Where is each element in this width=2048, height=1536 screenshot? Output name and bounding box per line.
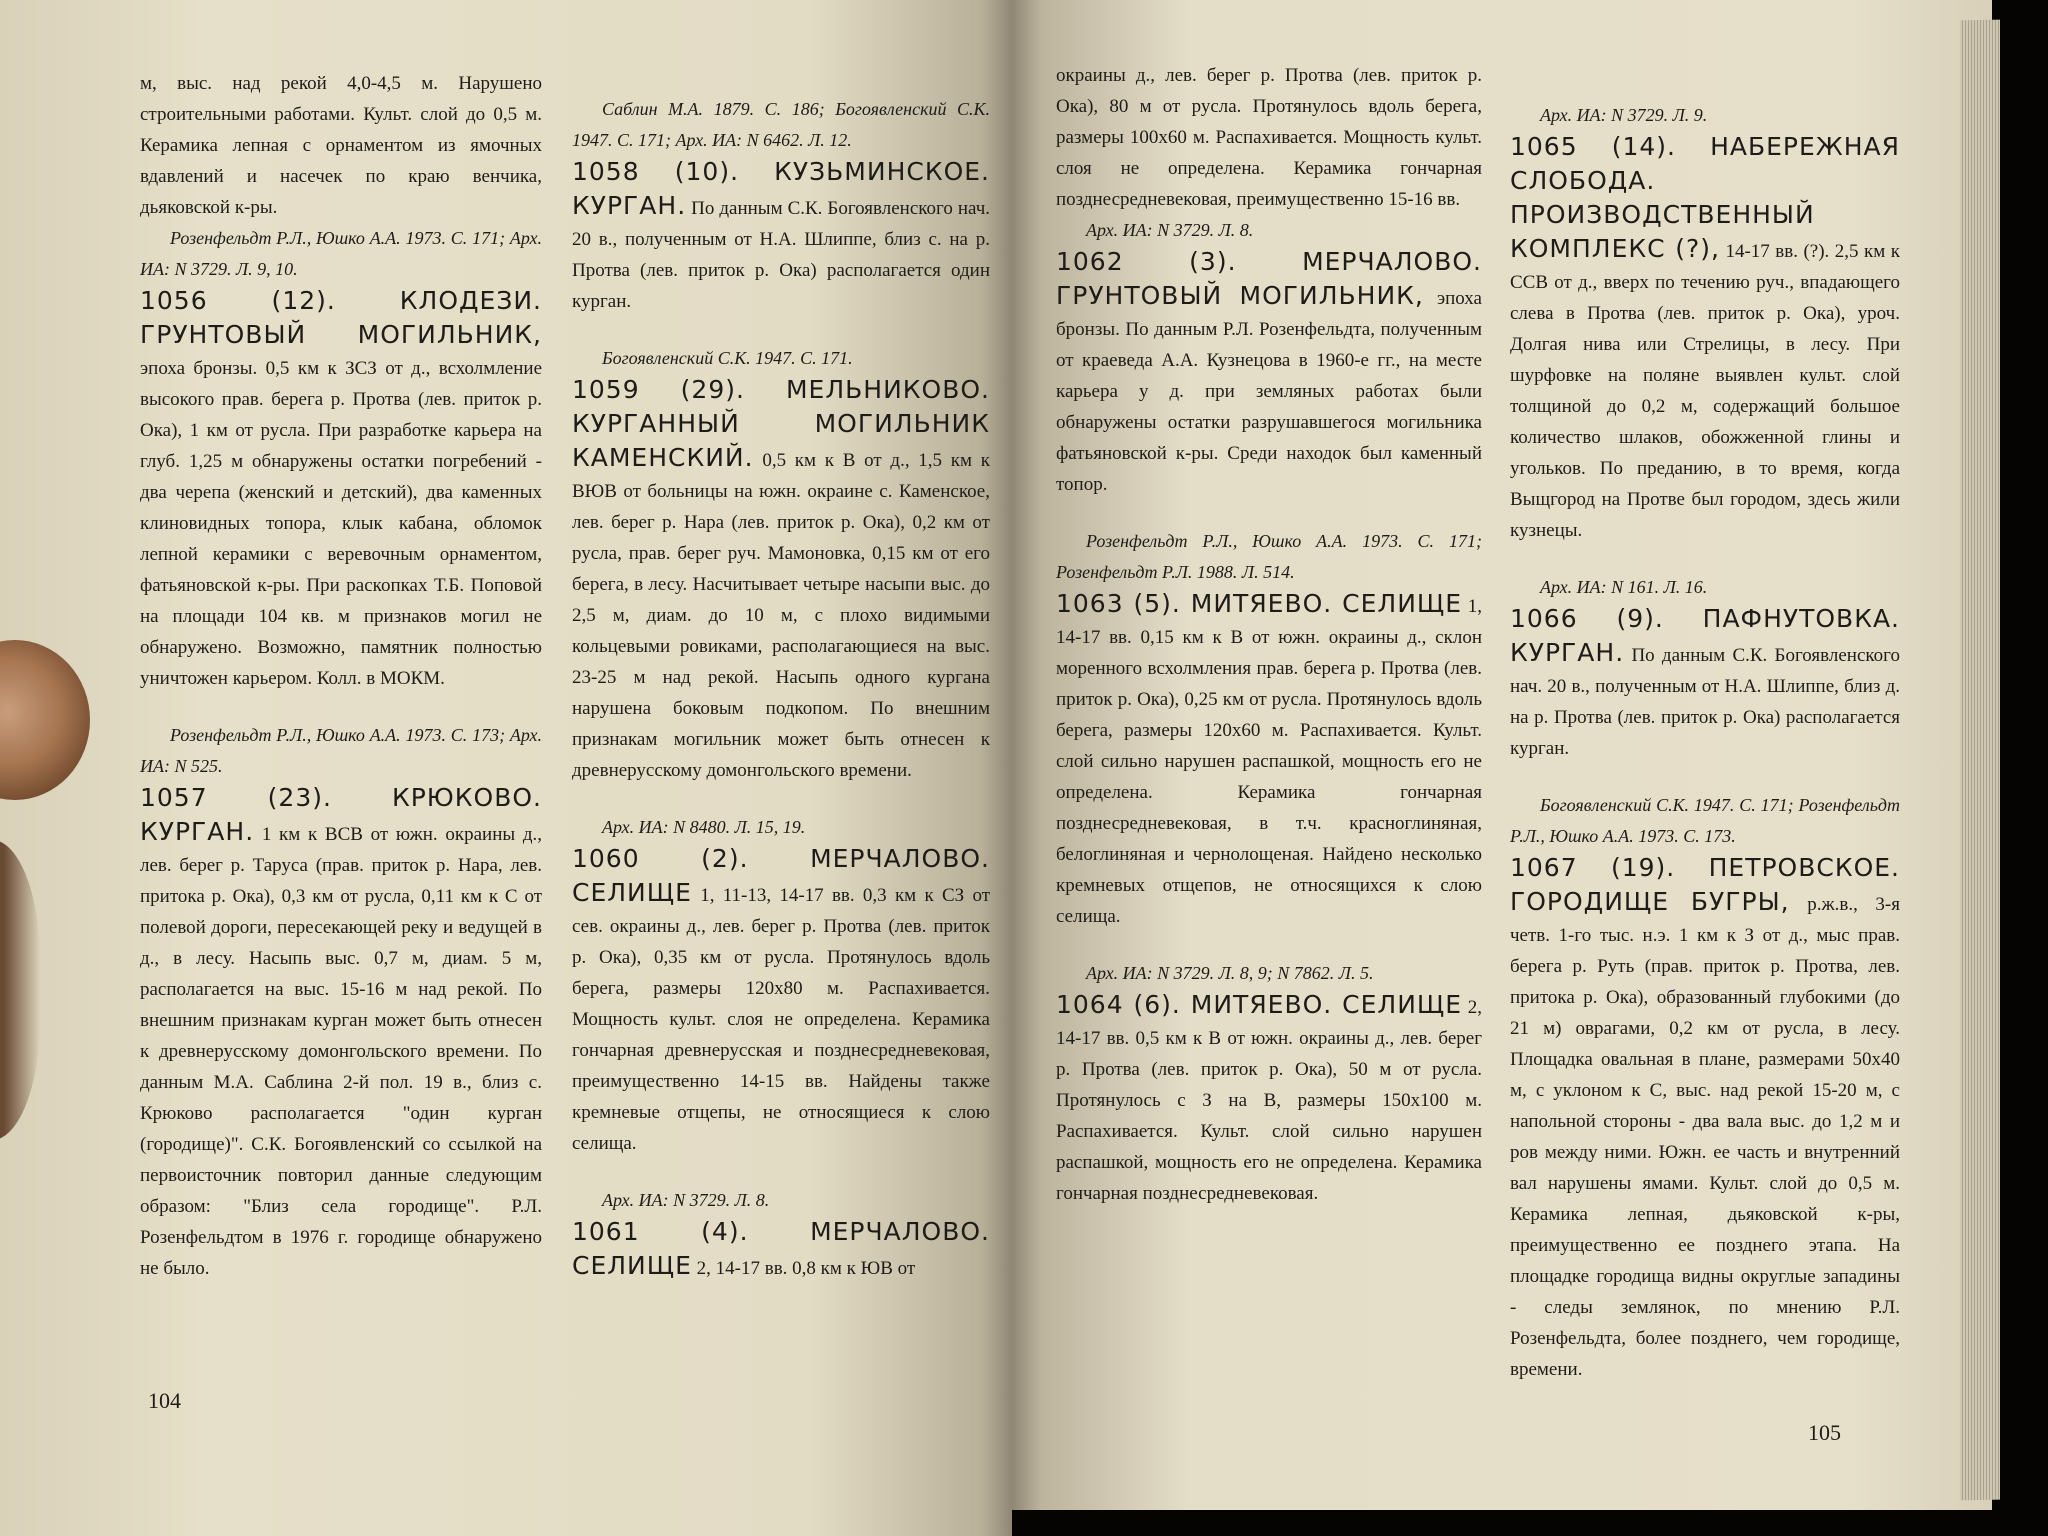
right-column-2 [1510, 100, 1900, 1411]
reference: Саблин М.А. 1879. С. 186; Богоявленский С.К. 1947. С. 171; Арх. ИА: N 6462. Л. 12. [572, 99, 990, 150]
reference: Арх. ИА: N 3729. Л. 9. [1540, 105, 1708, 125]
entry-heading: 1067 (19). ПЕТРОВСКОЕ. ГОРОДИЩЕ БУГРЫ, [1510, 853, 1900, 916]
reference: Арх. ИА: N 8480. Л. 15, 19. [602, 817, 806, 837]
continuation-text: м, выс. над рекой 4,0-4,5 м. Нарушено строительными работами. Культ. слой до 0,5 м. Керамика лепная с орнаментом из ямочных вдавлений и насечек по краю венчика, дьяковской к-ры. [140, 73, 542, 218]
entry-heading: 1063 (5). МИТЯЕВО. СЕЛИЩЕ [1056, 589, 1463, 618]
entry-body: 1 км к ВСВ от южн. окраины д., лев. берег р. Таруса (прав. приток р. Нара, лев. притока р. Ока), 0,3 км от русла, 0,11 км к С от полевой дороги, пересекающей реку и ведущей в д., в лесу. Насыпь выс. 0,7 м, диам. 5 м, располагается на выс. 15-16 м над рекой. По внешним признакам курган может быть отнесен к древнерусскому домонгольского времени. По данным М.А. Саблина 2-й пол. 19 в., близ с. Крюково располагается "один курган (городище)". С.К. Богоявленский со ссылкой на первоисточник повторил данные следующим образом: "Близ села городище". Р.Л. Розенфельдтом в 1976 г. городище обнаружено не было. [140, 824, 542, 1279]
entry-heading: 1065 (14). НАБЕРЕЖНАЯ СЛОБОДА. ПРОИЗВОДСТВЕННЫЙ КОМПЛЕКС (?), [1510, 132, 1900, 263]
entry [1510, 603, 1900, 764]
entry-body: По данным С.К. Богоявленского нач. 20 в., полученным от Н.А. Шлиппе, близ д. на р. Протва (лев. приток р. Ока) располагается курган. [1510, 645, 1900, 759]
entry-heading: 1064 (6). МИТЯЕВО. СЕЛИЩЕ [1056, 990, 1463, 1019]
thumb [0, 640, 90, 800]
reference: Розенфельдт Р.Л., Юшко А.А. 1973. С. 171; Розенфельдт Р.Л. 1988. Л. 514. [1056, 531, 1482, 582]
page-number: 105 [1808, 1420, 1841, 1445]
entry-body: эпоха бронзы. По данным Р.Л. Розенфельдта, полученным от краеведа А.А. Кузнецова в 1960-е гг., на месте карьера у д. при земляных работах были обнаружены остатки разрушавшегося могильника фатьяновской к-ры. Среди находок был каменный топор. [1056, 288, 1482, 495]
entry-body: 2, 14-17 вв. 0,8 км к ЮВ от [696, 1258, 916, 1279]
continuation-text: окраины д., лев. берег р. Протва (лев. приток р. Ока), 80 м от русла. Протянулось вдоль берега, размеры 100х60 м. Распахивается. Мощность культ. слоя не определена. Керамика гончарная позднесредневековая, преимущественно 15-16 вв. [1056, 65, 1482, 210]
entry-heading: 1066 (9). ПАФНУТОВКА. КУРГАН. [1510, 604, 1900, 667]
entry [1056, 989, 1482, 1209]
entry [140, 285, 542, 694]
entry [1056, 588, 1482, 932]
entry [1056, 246, 1482, 500]
reference: Арх. ИА: N 3729. Л. 8. [1086, 220, 1254, 240]
entry-heading: 1061 (4). МЕРЧАЛОВО. СЕЛИЩЕ [572, 1217, 990, 1280]
entry-heading: 1056 (12). КЛОДЕЗИ. ГРУНТОВЫЙ МОГИЛЬНИК, [140, 286, 542, 349]
entry [572, 374, 990, 786]
entry-body: 2, 14-17 вв. 0,5 км к В от южн. окраины д., лев. берег р. Протва (лев. приток р. Ока), 50 м от русла. Протянулось с З на В, размеры 150х100 м. Распахивается. Культ. слой сильно нарушен распашкой, мощность его не определена. Керамика гончарная позднесредневековая. [1056, 997, 1482, 1204]
entry-body: 1, 11-13, 14-17 вв. 0,3 км к СЗ от сев. окраины д., лев. берег р. Протва (лев. приток р. Ока), 0,35 км от русла. Протянулось вдоль берега, размеры 120х80 м. Распахивается. Мощность культ. слоя не определена. Керамика гончарная древнерусская и позднесредневековая, преимущественно 14-15 вв. Найдены также кремневые отщепы, не относящиеся к слою селища. [572, 885, 991, 1154]
page-edges [1960, 20, 2000, 1501]
reference: Розенфельдт Р.Л., Юшко А.А. 1973. С. 171; Арх. ИА: N 3729. Л. 9, 10. [140, 228, 542, 279]
reference: Богоявленский С.К. 1947. С. 171; Розенфельдт Р.Л., Юшко А.А. 1973. С. 173. [1510, 795, 1900, 846]
entry-body: 14-17 вв. (?). 2,5 км к ССВ от д., вверх по течению руч., впадающего слева в Протва (лев. приток р. Ока), уроч. Долгая нива или Стрелицы, в лесу. При шурфовке на поляне выявлен культ. слой толщиной до 0,2 м, содержащий большое количество шлаков, обожженной глины и угольков. По преданию, в то время, когда Выщгород на Протве был городом, здесь жили кузнецы. [1510, 241, 1900, 541]
entry-heading: 1057 (23). КРЮКОВО. КУРГАН. [140, 783, 542, 846]
entry-heading: 1060 (2). МЕРЧАЛОВО. СЕЛИЩЕ [572, 844, 990, 907]
hand [0, 840, 40, 1140]
entry-body: 1, 14-17 вв. 0,15 км к В от южн. окраины д., склон моренного всхолмления прав. берега р. Протва (лев. приток р. Ока), 0,25 км от русла. Протянулось вдоль берега, размеры 120х60 м. Распахивается. Культ. слой сильно нарушен распашкой, мощность его не определена. Керамика гончарная позднесредневековая, в т.ч. красноглиняная, белоглиняная и чернолощеная. Найдено несколько кремневых отщепов, не относящихся к слою селища. [1056, 596, 1482, 927]
entry [572, 1216, 990, 1284]
entry-body: р.ж.в., 3-я четв. 1-го тыс. н.э. 1 км к З от д., мыс прав. берега р. Руть (прав. приток р. Протва, лев. притока р. Ока), образованный глубокими (до 21 м) оврагами, 0,2 км от русла, в лесу. Площадка овальная в плане, размерами 50х40 м, с уклоном к С, выс. над рекой 15-20 м, с напольной стороны - два вала выс. до 1,2 м и ров между ними. Южн. ее часть и внутренний вал нарушены ямами. Культ. слой до 0,5 м. Керамика лепная, дьяковской к-ры, преимущественно ее позднего этапа. На площадке городища видны округлые западины - следы землянок, по мнению Р.Л. Розенфельдта, более позднего, чем городище, времени. [1510, 894, 1901, 1380]
reference: Богоявленский С.К. 1947. С. 171. [602, 348, 853, 368]
left-page [0, 0, 1012, 1536]
entry-body: По данным С.К. Богоявленского нач. 20 в., полученным от Н.А. Шлиппе, близ с. на р. Протва (лев. приток р. Ока) располагается один курган. [572, 198, 990, 312]
left-column-2 [572, 94, 990, 1310]
entry-heading: 1058 (10). КУЗЬМИНСКОЕ. КУРГАН. [572, 157, 990, 220]
entry [140, 782, 542, 1284]
entry [1510, 131, 1900, 546]
right-page [1012, 0, 1992, 1510]
entry [1510, 852, 1900, 1385]
entry-heading: 1062 (3). МЕРЧАЛОВО. ГРУНТОВЫЙ МОГИЛЬНИК, [1056, 247, 1482, 310]
entry [572, 843, 990, 1159]
reference: Розенфельдт Р.Л., Юшко А.А. 1973. С. 173; Арх. ИА: N 525. [140, 725, 542, 776]
entry-body: эпоха бронзы. 0,5 км к ЗСЗ от д., всхолмление высокого прав. берега р. Протва (лев. приток р. Ока), 1 км от русла. При разработке карьера на глуб. 1,25 м обнаружены остатки погребений - два черепа (женский и детский), два каменных клиновидных топора, клык кабана, обломок лепной керамики с веревочным орнаментом, фатьяновской к-ры. При раскопках Т.Б. Поповой на площади 104 кв. м признаков могил не обнаружено. Возможно, памятник полностью уничтожен карьером. Колл. в МОКМ. [140, 358, 542, 689]
page-number: 104 [148, 1388, 181, 1413]
right-column-1 [1056, 60, 1482, 1235]
entry-body: 0,5 км к В от д., 1,5 км к ВЮВ от больницы на южн. окраине с. Каменское, лев. берег р. Нара (лев. приток р. Ока), 0,2 км от русла, прав. берег руч. Мамоновка, 0,15 км от его берега, в лесу. Насчитывает четыре насыпи выс. до 2,5 м, диам. до 10 м, с плохо видимыми кольцевыми ровиками, располагающиеся на выс. 23-25 м над рекой. Насыпь одного кургана нарушена боковым подкопом. По внешним признакам могильник может быть отнесен к древнерусскому домонгольского времени. [572, 450, 990, 781]
entry-heading: 1059 (29). МЕЛЬНИКОВО. КУРГАННЫЙ МОГИЛЬНИК КАМЕНСКИЙ. [572, 375, 990, 472]
reference: Арх. ИА: N 3729. Л. 8. [602, 1190, 770, 1210]
entry [572, 156, 990, 317]
left-column-1 [140, 68, 542, 1310]
reference: Арх. ИА: N 3729. Л. 8, 9; N 7862. Л. 5. [1086, 963, 1374, 983]
reference: Арх. ИА: N 161. Л. 16. [1540, 577, 1708, 597]
